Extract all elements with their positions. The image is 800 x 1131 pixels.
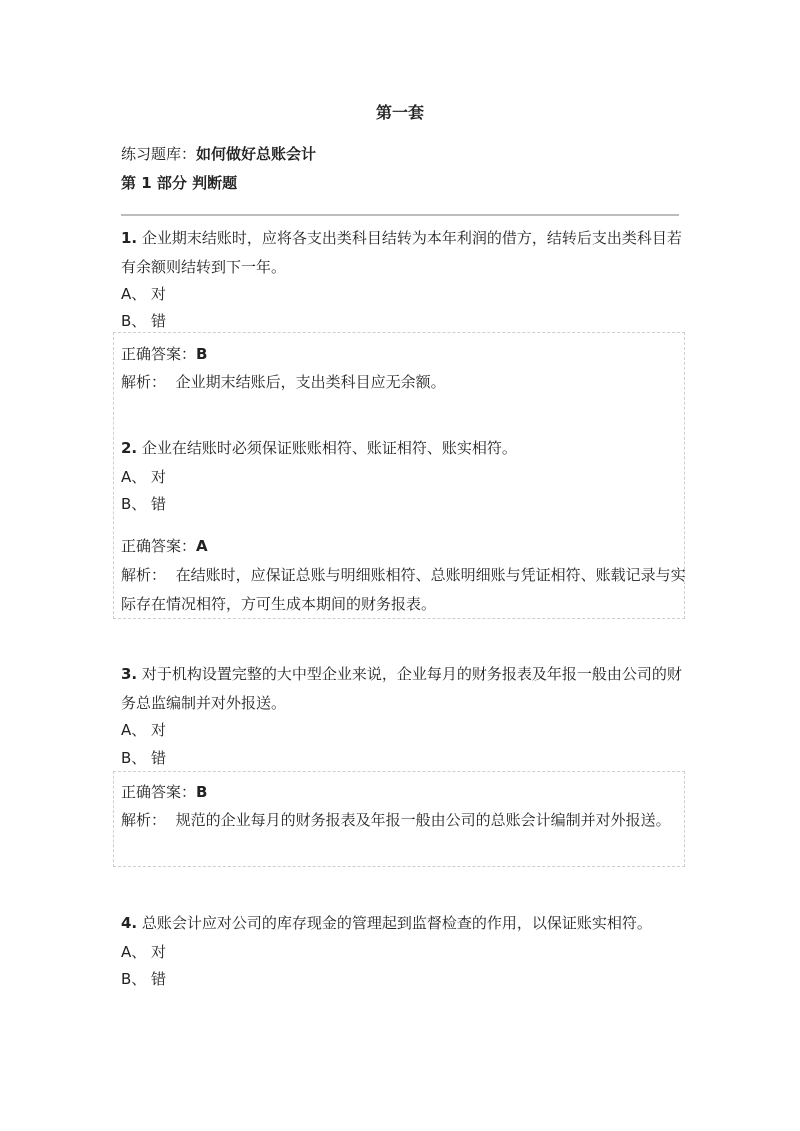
question-text: 企业在结账时必须保证账账相符、账证相符、账实相符。 bbox=[141, 439, 517, 457]
answer-letter: B bbox=[196, 783, 208, 801]
question-2-answer bbox=[121, 532, 208, 561]
question-bank-line bbox=[121, 143, 316, 164]
part-title: 第 1 部分 判断题 bbox=[121, 174, 238, 192]
question-text: 对于机构设置完整的大中型企业来说，企业每月的财务报表及年报一般由公司的财务总监编制并对外报送。 bbox=[121, 665, 682, 712]
question-4-option-a[interactable]: A、 对 bbox=[121, 943, 167, 961]
question-1-option-b[interactable]: B、 错 bbox=[121, 312, 167, 330]
answer-label: 正确答案： bbox=[121, 345, 197, 363]
question-1 bbox=[121, 224, 687, 282]
analysis-text: 规范的企业每月的财务报表及年报一般由公司的总账会计编制并对外报送。 bbox=[175, 811, 671, 829]
answer-label: 正确答案： bbox=[121, 783, 197, 801]
set-title: 第一套 bbox=[375, 103, 424, 122]
section-divider bbox=[121, 214, 679, 216]
question-text: 总账会计应对公司的库存现金的管理起到监督检查的作用，以保证账实相符。 bbox=[141, 914, 652, 932]
answer-letter: A bbox=[196, 537, 208, 555]
question-3-option-b[interactable]: B、 错 bbox=[121, 749, 167, 767]
analysis-text: 企业期末结账后，支出类科目应无余额。 bbox=[175, 373, 446, 391]
question-4 bbox=[121, 909, 687, 938]
question-4-option-b[interactable]: B、 错 bbox=[121, 970, 167, 988]
analysis-label: 解析： bbox=[121, 566, 167, 584]
analysis-label: 解析： bbox=[121, 811, 167, 829]
question-1-answer bbox=[121, 340, 207, 369]
answer-letter: B bbox=[196, 345, 208, 363]
question-3-answer bbox=[121, 778, 207, 807]
answer-label: 正确答案： bbox=[121, 537, 197, 555]
question-number: 1. bbox=[121, 229, 138, 247]
question-3-analysis bbox=[121, 806, 687, 835]
question-number: 3. bbox=[121, 665, 138, 683]
question-1-option-a[interactable]: A、 对 bbox=[121, 285, 167, 303]
question-number: 4. bbox=[121, 914, 138, 932]
question-text: 企业期末结账时，应将各支出类科目结转为本年利润的借方，结转后支出类科目若有余额则结转到下一年。 bbox=[121, 229, 682, 276]
question-1-analysis bbox=[121, 368, 687, 397]
question-bank-label: 练习题库： bbox=[121, 145, 197, 163]
analysis-text: 在结账时，应保证总账与明细账相符、总账明细账与凭证相符、账载记录与实际存在情况相符，方可生成本期间的财务报表。 bbox=[121, 566, 686, 613]
question-2-analysis bbox=[121, 561, 687, 619]
question-2-option-a[interactable]: A、 对 bbox=[121, 468, 167, 486]
question-number: 2. bbox=[121, 439, 138, 457]
question-3 bbox=[121, 660, 687, 718]
question-bank-name: 如何做好总账会计 bbox=[196, 145, 317, 163]
question-3-option-a[interactable]: A、 对 bbox=[121, 721, 167, 739]
question-2-option-b[interactable]: B、 错 bbox=[121, 495, 167, 513]
question-2 bbox=[121, 434, 687, 463]
analysis-label: 解析： bbox=[121, 373, 167, 391]
